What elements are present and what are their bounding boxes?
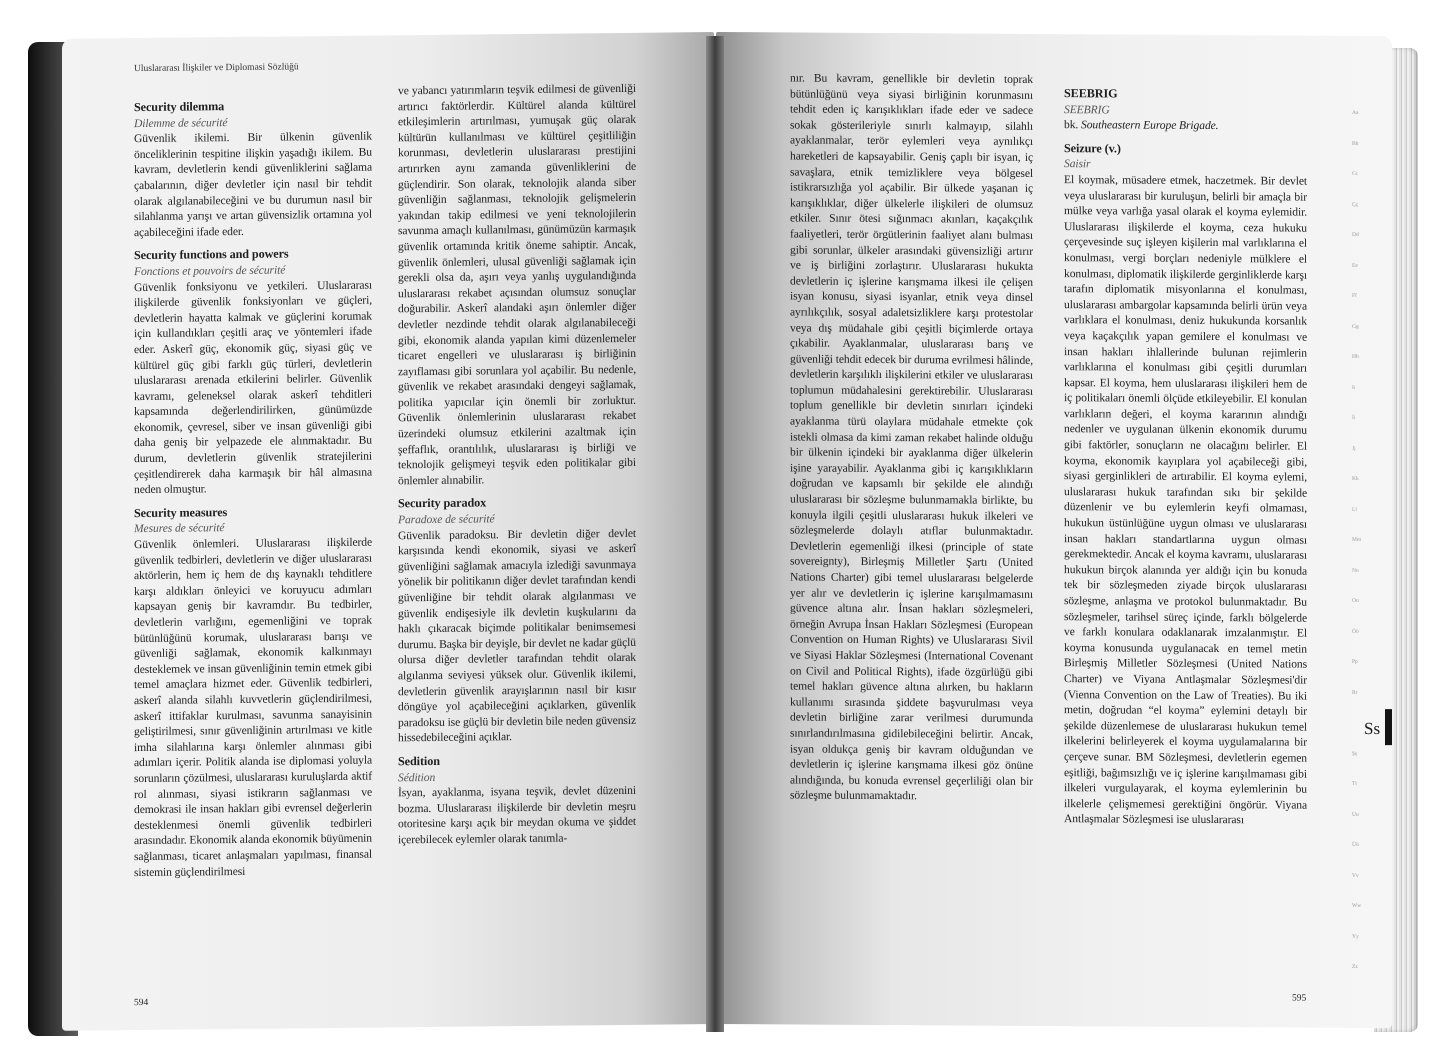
entry-french-term: Paradoxe de sécurité xyxy=(398,512,495,527)
entry-term: SEEBRIG xyxy=(1064,86,1118,101)
thumb-index-letter: Nn xyxy=(1352,567,1359,574)
entry-definition: nır. Bu kavram, genellikle bir devletin toprak bütünlüğünü veya siyasi birliğinin korunmasını tehdit eden iç karışıklıkları ifade eder ve sadece sokak gösterileriyle sınırlı kalmayıp, silahlı ayaklanmalar, terör eylemleri veya aynılıkçı hareketleri de kapsayabilir. Geniş çaplı bir isyan, iç savaşlara, etnik temizliklere veya bölgesel istikrarsızlığa yol açabilir. Bir ülkede yaşanan iç karışıklıklar, diğer ülkelerle ilişkileri de olumsuz etkiler. Sınır ötesi sığınmacı akınları, kaçakçılık faaliyetleri, terör örgütlerinin faaliyet alanı bulması gibi sorunlar, ülkeler arasındaki güvensizliği artırır ve iş birliğini zorlaştırır. Uluslararası hukukta devletlerin iç işlerine karışmama ilkesi ile çelişen isyan konusu, siyasi isyanlar, etnik veya dinsel ayrılıkçılık, sosyal adaletsizliklere karşı protestolar veya dış müdahale gibi çeşitli biçimlerde ortaya çıkabilir. Ayaklanmalar, uluslararası barış ve güvenliği tehdit edecek bir duruma evrilmesi hâlinde, devletlerin karşılıklı ilişkilerini etkiler ve uluslararası toplumun müdahalesini gerektirebilir. Uluslararası toplum genellikle bir devletin sınırları içindeki ayaklanma türü olaylara müdahale etmekte çok istekli olmasa da kimi zaman rekabet halinde olduğu bir ülkenin içindeki bir ayaklanma diğer ülkelerin işine yarayabilir. Ayaklanma gibi iç karışıklıkların doğrudan ve kapsamlı bir şekilde ele alındığı uluslararası bir sözleşme bulunmamakla birlikte, bu konuyla ilgili çeşitli uluslararası hukuk ilkeleri ve sözleşmelerde dolaylı atıflar bulunmaktadır. Devletlerin egemenliği ilkesi (principle of state sovereignty), Birleşmiş Milletler Şartı (United Nations Charter) gibi temel uluslararası belgelerde yer alır ve devletlerin iç işlerine karışılmamasını güvence altına alır. İnsan hakları sözleşmeleri, örneğin Avrupa İnsan Hakları Sözleşmesi (European Convention on Human Rights) ve Uluslararası Sivil ve Siyasi Haklar Sözleşmesi (International Covenant on Civil and Political Rights), ifade özgürlüğü gibi temel hakları güvence altına alırken, bu hakların kullanımı sırasında şiddete başvurulması veya devletin birliğine zarar verilmesi durumunda sınırlandırılmasına gidilebileceğini belirtir. Ancak, isyan oldukça geniş bir kavram olduğundan ve devletlerin iç işlerine karışmama ilkesi göz önüne alındığında, bu konuda evrensel geçerliliği olan bir sözleşme bulunmamaktadır. xyxy=(790,71,1033,803)
thumb-index-letter: Vv xyxy=(1352,872,1359,879)
thumb-index-letter: Öö xyxy=(1352,628,1359,635)
open-book xyxy=(28,12,1418,1034)
entry-cross-reference xyxy=(1064,117,1307,134)
cross-reference-term: Southeastern Europe Brigade. xyxy=(1081,118,1219,133)
right-column-2 xyxy=(1064,86,1307,836)
entry-definition: ve yabancı yatırımların teşvik edilmesi de güvenliği artırıcı faktörlerdir. Kültürel alanda kültürel etkileşimlerin artırılması, yumuşak güç olarak kültürün kullanılması ve kültürel çeşitliliğin korunması, devletlerin uluslararası prestijini artırırken aynı zamanda güvenliklerini de güçlendirir. Son olarak, teknolojik alanda siber güvenliğin sağlanması, teknolojik gelişmelerin yakından takip edilmesi ve yeni teknolojilerin savunma amaçlı kullanılması, günümüzün karmaşık güvenlik ortamında kritik öneme sahiptir. Ancak, güvenlik önlemleri, ulusal güvenliği sağlamak için gerekli olsa da, aşırı veya yanlış uygulandığında uluslararası rekabet açısından olumsuz sonuçlar doğurabilir. Askerî alandaki aşırı önlemler diğer devletler nezdinde tehdit olarak algılanabileceği gibi, ekonomik alanda yapılan kimi düzenlemeler ticaret engelleri ve uluslararası iş birliğinin zayıflaması gibi sorunlara yol açabilir. Bu nedenle, güvenlik ve rekabet arasındaki dengeyi sağlamak, politika yapıcılar için önemli bir zorluktur. Güvenlik önlemlerinin uluslararası rekabet üzerindeki olumsuz etkilerini azaltmak için şeffaflık, orantılılık, uluslararası iş birliği ve teknolojik gelişmeyi teşvik eden politikalar gibi önlemler alınabilir. xyxy=(398,81,636,488)
entry-french-term: Fonctions et pouvoirs de sécurité xyxy=(134,263,286,279)
thumb-index-letter: Rr xyxy=(1352,689,1358,696)
thumb-index-letter: Zz xyxy=(1352,963,1358,970)
thumb-index-letter: Iı xyxy=(1352,384,1356,391)
dictionary-entry xyxy=(790,70,1033,804)
entry-french-term: Sédition xyxy=(398,770,436,784)
entry-definition: Güvenlik önlemleri. Uluslararası ilişkilerde güvenlik tedbirleri, devletlerin ve diğer uluslararası aktörlerin, hem iç hem de dış kaynaklı tehditlere karşı aldıkları önleyici ve koruyucu adımları kapsayan geniş bir kavramdır. Bu tedbirler, devletlerin varlığını, egemenliğini ve toprak bütünlüğünü korumak, uluslararası barışı ve güvenliği sağlamak, ekonomik kalkınmayı desteklemek ve insan güvenliğinin temin etmek gibi temel amaçlara hizmet eder. Güvenlik tedbirleri, askerî alanda silahlı kuvvetlerin güçlendirilmesi, askerî ittifaklar kurulması, savunma sanayisinin geliştirilmesi, sınır güvenliğinin artırılması ve kitle imha silahlarına karşı önlemler alınması gibi adımları içerir. Politik alanda ise diplomasi yoluyla sorunların çözülmesi, uluslararası kuruluşlarda aktif rol alınması, siyasi istikrarın sağlanması ve demokrasi ile insan hakları gibi evrensel değerlerin desteklenmesi önemli güvenlik tedbirleri arasındadır. Ekonomik alanda ekonomik büyümenin sağlanması, ticaret anlaşmaları yapılması, finansal sistemin güçlendirilmesi xyxy=(134,535,372,879)
right-page xyxy=(716,32,1392,1028)
dictionary-entry xyxy=(398,494,636,746)
entry-definition: Güvenlik paradoksu. Bir devletin diğer devlet karşısında kendi ekonomik, siyasi ve askerî güvenliğini sağlamak amacıyla izlediği savunmaya yönelik bir politikanın diğer devlet tarafından kendi güvenliğine bir tehdit olarak algılanması ve güvenlik endişesiyle ilk devletin kuşkularını da haklı çıkaracak biçimde politikalar benimsemesi durumu. Başka bir deyişle, bir devlet ne kadar güçlü olursa diğer devletler tarafından tehdit olarak algılanma seviyesi yüksek olur. Güvenlik ikilemi, devletlerin güvenlik arayışlarının nasıl bir kısır döngüye yol açabileceğini açıklarken, güvenlik paradoksu ise güçlü bir devletin bile neden güvensiz hissedebileceğini açıklar. xyxy=(398,526,636,745)
thumb-index-letter: Mm xyxy=(1352,536,1362,543)
thumb-index-letter: Çç xyxy=(1352,201,1359,208)
dictionary-entry xyxy=(134,98,372,241)
thumb-index-letter: Ff xyxy=(1352,292,1357,299)
dictionary-entry xyxy=(134,503,372,880)
entry-french-term: Dilemme de sécurité xyxy=(134,115,228,130)
thumb-index-letter: Ee xyxy=(1352,262,1358,269)
thumb-index-letter: Oo xyxy=(1352,597,1359,604)
dictionary-entry xyxy=(134,246,372,498)
book-gutter xyxy=(706,36,724,1032)
thumb-index-letter: İi xyxy=(1352,414,1356,421)
entry-term: Security functions and powers xyxy=(134,246,289,263)
entry-definition: İsyan, ayaklanma, isyana teşvik, devlet düzenini bozma. Uluslararası ilişkilerde bir devletin meşru otoritesine karşı açık bir meydan okuma ve şiddet içerebilecek eylemler olarak tanımla- xyxy=(398,783,636,847)
right-column-1 xyxy=(790,70,1033,812)
entry-french-term: Saisir xyxy=(1064,157,1091,171)
thumb-index-letter: Hh xyxy=(1352,353,1359,360)
thumb-index-letter: Kk xyxy=(1352,475,1359,482)
thumb-index-marker xyxy=(1385,709,1392,745)
thumb-index-letter: Uu xyxy=(1352,811,1359,818)
thumb-index-letter: Dd xyxy=(1352,231,1359,238)
entry-definition: Güvenlik ikilemi. Bir ülkenin güvenlik önceliklerinin tespitine ilişkin yaşadığı ikilem. Bu kavram, devletlerin kendi güvenliklerini sağlama çabalarının, diğer devletler için nasıl bir tehdit olarak algılanabileceğini ve bu durumun nasıl bir silahlanma yarışı ve artan güvensizlik ortamına yol açabileceğini ifade eder. xyxy=(134,129,372,239)
entry-definition: Güvenlik fonksiyonu ve yetkileri. Uluslararası ilişkilerde güvenlik fonksiyonları ve güçleri, devletlerin hayatta kalmak ve güçlerini korumak için kullandıkları çeşitli araç ve yöntemleri ifade eder. Askerî güç, ekonomik güç, siyasi güç ve kültürel güç gibi farklı güç türleri, devletlerin uluslararası arenada etkilerini belirler. Güvenlik kavramı, geleneksel olarak askerî tehditleri kapsamında değerlendirilirken, günümüzde ekonomik, çevresel, siber ve insan güvenliği gibi daha geniş bir yelpazede ele alınmaktadır. Bu durum, devletlerin güvenlik stratejilerini çeşitlendirerek daha karmaşık bir hâl almasına neden olmuştur. xyxy=(134,278,372,497)
thumb-index-letter: Ll xyxy=(1352,506,1357,513)
thumb-index-letter: Ww xyxy=(1352,902,1362,909)
entry-term: Security measures xyxy=(134,504,228,520)
thumb-index-letter: Bb xyxy=(1352,140,1359,147)
left-page xyxy=(62,32,714,1031)
thumb-index-letter: Gg xyxy=(1352,323,1359,330)
dictionary-entry xyxy=(398,81,636,489)
thumb-index-letter: Yy xyxy=(1352,933,1359,940)
entry-french-term: SEEBRIG xyxy=(1064,102,1110,116)
entry-term: Sedition xyxy=(398,753,440,769)
entry-french-term: Mesures de sécurité xyxy=(134,521,225,536)
thumb-index-letter: Pp xyxy=(1352,658,1358,665)
thumb-index-current: Ss xyxy=(1364,718,1381,739)
entry-definition: El koymak, müsadere etmek, haczetmek. Bir devlet veya uluslararası bir kuruluşun, belirli bir amaçla bir mülke veya varlığa yasal olarak el koyma eylemidir. Uluslararası ilişkilerde el koyma, ceza hukuku çerçevesinde suç işleyen kişilerin mal varlıklarına el konulması, vergi borçları nedeniyle mülklere el konulması, diplomatik ilişkilerde gerginliklerde karşı tarafın diplomatik misyonlarına el konulması, uluslararası ambargolar kapsamında belirli ürün veya varlıklara el konulması, deniz hukukunda korsanlık veya kaçakçılık yapan gemilere el konulması ve insan hakları ihlallerinde bulunan rejimlerin varlıklarına el konulması gibi çeşitli durumları kapsar. El koyma, hem uluslararası ilişkileri hem de iç politikaları önemli ölçüde etkileyebilir. El konulan varlıkların değeri, el koyma kararının alındığı nedenler ve uygulanan ülkenin ekonomik durumu gibi faktörler, sonuçların ne olacağını belirler. El koyma, ekonomik kayıplara yol açabileceği gibi, siyasi gerginlikleri de artırabilir. El koyma eylemi, uluslararası hukuk tarafından sıkı bir şekilde düzenlenir ve bu eylemlerin keyfi olmaması, hukukun üstünlüğüne uygun olması ve uluslararası insan hakları standartlarına uygun olması gerekmektedir. Ancak el koyma kavramı, uluslararası hukukun birçok alanında yer aldığı için bu konuda tek bir sözleşmeden ziyade birçok uluslararası sözleşme, anlaşma ve protokol bulunmaktadır. Bu sözleşmeler, tarihsel süreç içinde, farklı bölgelerde ve farklı konulara odaklanarak imzalanmıştır. El koyma konusunda uygulanacak en temel metin Birleşmiş Milletler Sözleşmesi (United Nations Charter) ve Viyana Antlaşmalar Sözleşmesi'dir (Vienna Convention on the Law of Treaties). Bu iki metin, doğrudan “el koyma” eylemini detaylı bir şekilde düzenlemese de uluslararası hukukun temel ilkelerini belirleyerek el koyma uygulamalarına bir çerçeve sunar. BM Sözleşmesi, devletlerin egemen eşitliği, bağımsızlığı ve iç işlerine karışılmaması gibi ilkeleri vurgulayarak, el koyma eylemlerinin bu ilkelerle çelişmemesi gerektiğini öngörür. Viyana Antlaşmalar Sözleşmesi ise uluslararası xyxy=(1064,173,1307,827)
left-column-1 xyxy=(134,98,372,889)
dictionary-entry xyxy=(1064,141,1307,829)
page-number-right: 595 xyxy=(1292,993,1307,1004)
thumb-index-letter: Üü xyxy=(1352,841,1359,848)
thumb-index-letter: Cc xyxy=(1352,170,1359,177)
cross-reference-prefix: bk. xyxy=(1064,118,1081,132)
dictionary-entry xyxy=(398,752,636,848)
running-head: Uluslararası İlişkiler ve Diplomasi Sözlüğü xyxy=(134,62,299,75)
left-column-2 xyxy=(398,81,636,856)
entry-term: Seizure (v.) xyxy=(1064,140,1121,156)
thumb-index-letter: Şş xyxy=(1352,750,1358,757)
thumb-index xyxy=(1352,110,1376,990)
thumb-index-letter: Aa xyxy=(1352,109,1359,116)
entry-term: Security dilemma xyxy=(134,99,225,115)
dictionary-entry xyxy=(1064,86,1307,134)
thumb-index-letter: Tt xyxy=(1352,780,1357,787)
thumb-index-letter: Jj xyxy=(1352,445,1356,452)
page-number-left: 594 xyxy=(134,997,149,1009)
entry-term: Security paradox xyxy=(398,495,487,511)
